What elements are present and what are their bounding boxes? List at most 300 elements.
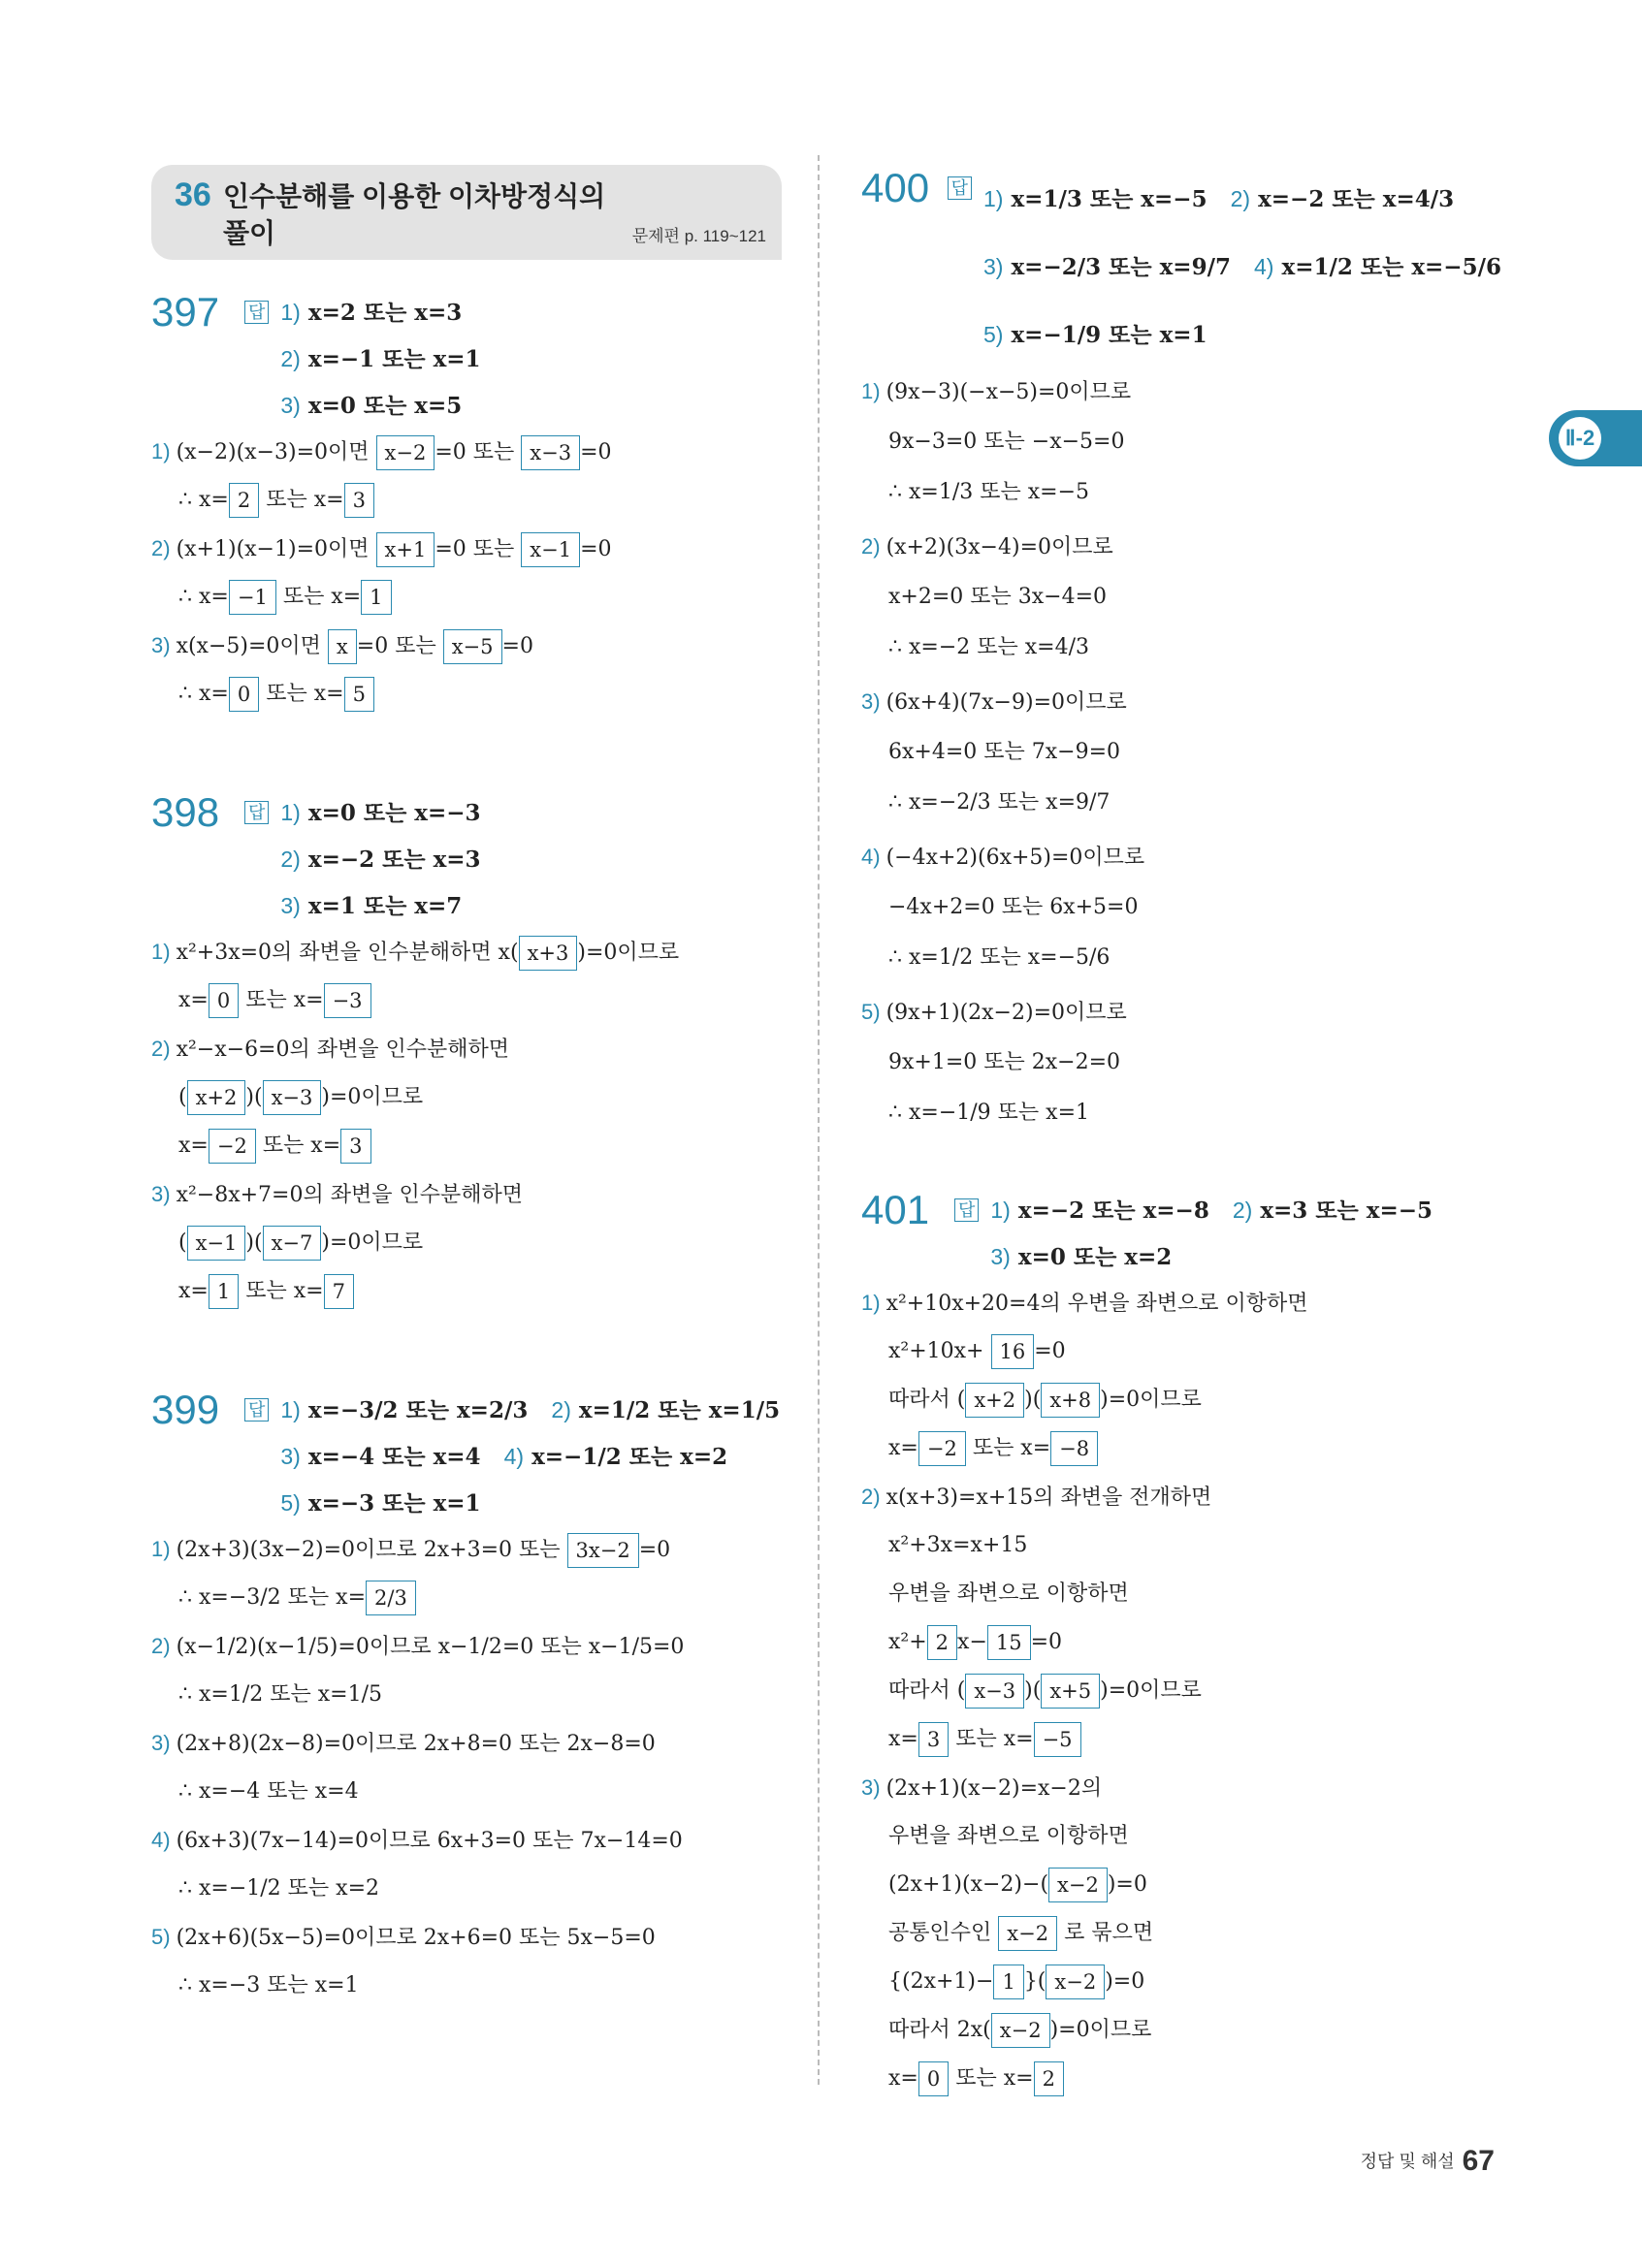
step-text: )(	[1024, 1388, 1042, 1412]
answer-line	[280, 335, 782, 382]
solution-line	[151, 1720, 782, 1769]
solution-line	[861, 1039, 1501, 1090]
problem-398	[151, 789, 782, 1317]
solution-line	[151, 1914, 782, 1963]
step-text: =0	[580, 440, 612, 464]
section-reference: 문제편 p. 119~121	[631, 227, 766, 245]
answer-box: x−3	[965, 1674, 1024, 1709]
answer-label: 1)	[280, 800, 301, 825]
step-text: =0 또는	[435, 440, 515, 464]
answer-block	[151, 1387, 782, 1526]
problem-number: 399	[151, 1387, 220, 1432]
solution-line	[861, 1619, 1501, 1668]
solution-line	[861, 1716, 1501, 1765]
step-label: 1)	[151, 940, 171, 964]
solution-line	[861, 419, 1501, 469]
solution-line	[861, 524, 1501, 574]
answer-box: 2	[927, 1625, 957, 1660]
step-text: 또는 x=	[266, 682, 344, 706]
step-label: 2)	[151, 1634, 171, 1658]
answer-box: x+3	[519, 936, 578, 971]
answer-label: 3)	[280, 393, 301, 418]
answer-text: x=2 또는 x=3	[307, 300, 463, 326]
solution-line	[151, 1026, 782, 1074]
solution-line	[151, 1268, 782, 1317]
answer-label: 3)	[280, 1444, 301, 1469]
step-text: x²+3x=x+15	[888, 1533, 1028, 1557]
answer-box: 3	[340, 1129, 370, 1164]
answer-text: x=−3/2 또는 x=2/3	[307, 1397, 529, 1423]
step-text: =0	[1034, 1339, 1066, 1363]
solution-line	[151, 1672, 782, 1720]
answer-box: x+2	[965, 1383, 1024, 1418]
step-text: 또는 x=	[245, 1279, 324, 1303]
step-text: ∴ x=−2 또는 x=4/3	[888, 635, 1089, 659]
solution-line	[861, 1328, 1501, 1377]
answer-box: x	[328, 629, 357, 664]
answer-line	[280, 382, 782, 429]
step-text: x−	[957, 1630, 987, 1654]
answer-text: x=0 또는 x=5	[307, 393, 463, 419]
step-text: (x+2)(3x−4)=0이므로	[885, 535, 1113, 559]
solution-line	[861, 574, 1501, 624]
step-text: (2x+1)(x−2)=x−2의	[885, 1776, 1103, 1801]
answer-line	[990, 1233, 1501, 1280]
page-number: 67	[1462, 2145, 1495, 2177]
answer-box: x−2	[1048, 1868, 1108, 1902]
step-text: (	[178, 1230, 187, 1255]
step-text: ∴ x=1/3 또는 x=−5	[888, 480, 1089, 504]
answer-label: 3)	[983, 254, 1004, 279]
solution-line	[861, 2056, 1501, 2104]
solution-line	[861, 368, 1501, 419]
answer-box: 3	[918, 1722, 949, 1757]
answer-box: −3	[324, 983, 371, 1018]
step-text: x²−8x+7=0의 좌변을 인수분해하면	[176, 1183, 523, 1207]
answer-line	[280, 289, 782, 335]
answer-box: 16	[991, 1334, 1035, 1369]
step-text: }(	[1023, 1969, 1046, 1994]
step-text: 우변을 좌변으로 이항하면	[888, 1581, 1129, 1606]
step-text: )=0이므로	[321, 1085, 424, 1109]
step-text: )=0이므로	[577, 941, 680, 965]
step-text: =0	[638, 1538, 671, 1562]
answer-label: 2)	[551, 1397, 571, 1422]
solution-line	[151, 1769, 782, 1817]
answer-label: 5)	[280, 1490, 301, 1516]
answer-label: 1)	[280, 1397, 301, 1422]
step-text: 또는 x=	[955, 2066, 1034, 2091]
step-text: x²−x−6=0의 좌변을 인수분해하면	[176, 1038, 509, 1062]
solution-line	[861, 780, 1501, 834]
step-text: ∴ x=−1/2 또는 x=2	[178, 1876, 379, 1901]
step-text: )(	[245, 1085, 263, 1109]
step-text: (9x+1)(2x−2)=0이므로	[885, 1001, 1127, 1025]
answer-mark: 답	[244, 1398, 269, 1421]
solution-line	[151, 1074, 782, 1123]
answer-line	[280, 1433, 782, 1480]
step-text: ∴ x=	[178, 488, 229, 512]
answer-lines	[280, 789, 782, 929]
answer-box: x−2	[1046, 1965, 1105, 1999]
step-text: (2x+6)(5x−5)=0이므로 2x+6=0 또는 5x−5=0	[176, 1926, 656, 1950]
answer-text: x=−2 또는 x=−8	[1017, 1198, 1209, 1224]
step-text: x=	[888, 2066, 918, 2091]
solution-line	[151, 623, 782, 671]
answer-label: 3)	[280, 893, 301, 918]
answer-line	[983, 301, 1501, 368]
step-text: )(	[245, 1230, 263, 1255]
step-text: )=0	[1107, 1872, 1147, 1897]
solution-line	[151, 1817, 782, 1866]
section-number: 36	[175, 176, 211, 213]
step-text: x(x+3)=x+15의 좌변을 전개하면	[885, 1485, 1212, 1510]
answer-label: 1)	[983, 186, 1004, 211]
step-text: x²+3x=0의 좌변을 인수분해하면 x(	[176, 941, 519, 965]
answer-text: x=−4 또는 x=4	[307, 1444, 481, 1470]
solution-line	[151, 429, 782, 477]
solution-line	[151, 526, 782, 574]
answer-label: 2)	[1230, 186, 1251, 211]
solution-line	[151, 574, 782, 623]
step-text: x²+10x+	[888, 1339, 984, 1363]
answer-box: 1	[993, 1965, 1023, 1999]
step-text: 로 묶으면	[1064, 1921, 1154, 1945]
step-text: )=0이므로	[321, 1230, 424, 1255]
step-text: (9x−3)(−x−5)=0이므로	[885, 380, 1132, 404]
step-text: ∴ x=1/2 또는 x=1/5	[178, 1682, 382, 1707]
step-text: )=0	[1105, 1969, 1145, 1994]
answer-line	[280, 882, 782, 929]
answer-mark: 답	[948, 176, 972, 200]
answer-box: 1	[209, 1274, 239, 1309]
step-label: 1)	[861, 1291, 881, 1315]
answer-label: 2)	[280, 346, 301, 371]
answer-line	[280, 836, 782, 882]
step-text: x=	[888, 1727, 918, 1751]
solution-line	[151, 1866, 782, 1914]
step-text: ∴ x=1/2 또는 x=−5/6	[888, 945, 1111, 970]
solution-line	[861, 1425, 1501, 1474]
step-text: 공통인수인	[888, 1921, 992, 1945]
step-label: 3)	[151, 1731, 171, 1755]
solution-line	[861, 1090, 1501, 1144]
solution-line	[861, 1765, 1501, 1813]
answer-block	[151, 789, 782, 929]
solution-line	[861, 469, 1501, 524]
solution-line	[151, 1963, 782, 2011]
step-text: 또는 x=	[972, 1436, 1051, 1460]
answer-box: 5	[344, 677, 374, 712]
answer-mark: 답	[954, 1198, 979, 1222]
answer-text: x=−2/3 또는 x=9/7	[1011, 254, 1231, 280]
answer-box: 3	[344, 483, 374, 518]
step-text: ∴ x=−4 또는 x=4	[178, 1779, 359, 1804]
step-text: 또는 x=	[266, 488, 344, 512]
section-title	[223, 178, 605, 252]
answer-box: x−2	[376, 435, 435, 470]
step-text: (−4x+2)(6x+5)=0이므로	[885, 846, 1145, 870]
step-text: 따라서 (	[888, 1678, 966, 1703]
answer-text: x=−2 또는 x=3	[307, 847, 481, 873]
answer-box: x−1	[521, 532, 580, 567]
spacer	[151, 1317, 782, 1367]
step-text: (x+1)(x−1)=0이면	[176, 537, 370, 561]
answer-line	[280, 1387, 782, 1433]
step-text: )(	[1024, 1678, 1042, 1703]
spacer	[151, 719, 782, 770]
answer-line	[280, 1480, 782, 1526]
solution-line	[861, 935, 1501, 989]
answer-label: 4)	[1254, 254, 1274, 279]
solution-line	[861, 1377, 1501, 1425]
answer-box: −5	[1034, 1722, 1081, 1757]
answer-text: x=−2 또는 x=4/3	[1258, 186, 1455, 212]
answer-text: x=−1 또는 x=1	[307, 346, 481, 372]
answer-text: x=1 또는 x=7	[307, 893, 463, 919]
step-text: x=	[888, 1436, 918, 1460]
step-label: 3)	[151, 633, 171, 657]
answer-label: 1)	[280, 300, 301, 325]
answer-box: x−1	[187, 1226, 246, 1261]
step-text: x=	[178, 1134, 209, 1158]
step-text: 또는 x=	[245, 988, 324, 1012]
step-text: ∴ x=−1/9 또는 x=1	[888, 1101, 1089, 1125]
problem-number: 398	[151, 789, 220, 835]
step-text: ∴ x=	[178, 585, 229, 609]
step-text: 6x+4=0 또는 7x−9=0	[888, 740, 1121, 764]
answer-box: 2/3	[366, 1581, 416, 1615]
solution-line	[151, 477, 782, 526]
step-text: ∴ x=−3/2 또는 x=	[178, 1585, 367, 1610]
answer-box: x−3	[521, 435, 580, 470]
answer-text: x=1/2 또는 x=−5/6	[1281, 254, 1501, 280]
step-label: 5)	[151, 1925, 171, 1949]
answer-text: x=1/2 또는 x=1/5	[578, 1397, 781, 1423]
solution-line	[151, 929, 782, 977]
step-label: 2)	[151, 536, 171, 560]
problem-number: 401	[861, 1187, 930, 1232]
answer-text: x=−3 또는 x=1	[307, 1490, 481, 1517]
answer-box: x+5	[1041, 1674, 1100, 1709]
answer-box: 1	[361, 580, 391, 615]
step-text: =0	[1030, 1630, 1063, 1654]
answer-box: 3x−2	[567, 1533, 639, 1568]
answer-lines	[280, 1387, 782, 1526]
solution-line	[861, 679, 1501, 729]
answer-block	[151, 289, 782, 429]
step-text: (6x+4)(7x−9)=0이므로	[885, 690, 1127, 715]
step-text: =0 또는	[356, 634, 436, 658]
answer-box: −2	[918, 1431, 966, 1466]
section-title-line1: 인수분해를 이용한 이차방정식의	[223, 181, 606, 211]
chapter-tab	[1549, 410, 1642, 466]
answer-box: 15	[987, 1625, 1031, 1660]
step-text: (2x+8)(2x−8)=0이므로 2x+8=0 또는 2x−8=0	[176, 1732, 656, 1756]
solution-line	[151, 671, 782, 719]
answer-block	[861, 165, 1501, 368]
answer-lines	[983, 165, 1501, 368]
answer-box: 7	[324, 1274, 354, 1309]
solution-line	[861, 1910, 1501, 1959]
answer-box: x+8	[1041, 1383, 1100, 1418]
step-label: 4)	[861, 845, 881, 869]
step-text: x=	[178, 1279, 209, 1303]
answer-line	[983, 165, 1501, 233]
step-text: 또는 x=	[955, 1727, 1034, 1751]
step-text: x²+	[888, 1630, 927, 1654]
answer-text: x=0 또는 x=2	[1017, 1244, 1173, 1270]
solution-line	[151, 1526, 782, 1575]
answer-line	[983, 233, 1501, 301]
answer-box: x−5	[443, 629, 502, 664]
solution-line	[861, 729, 1501, 780]
answer-box: 2	[1034, 2061, 1064, 2096]
answer-label: 1)	[990, 1198, 1011, 1223]
column-divider	[818, 155, 820, 2085]
solution-line	[861, 1474, 1501, 1522]
step-label: 5)	[861, 1000, 881, 1024]
solution-line	[861, 1668, 1501, 1716]
step-text: ∴ x=−2/3 또는 x=9/7	[888, 790, 1111, 815]
answer-box: x−7	[263, 1226, 322, 1261]
problem-401	[861, 1187, 1501, 2104]
step-label: 1)	[151, 439, 171, 463]
section-title-line2: 풀이	[223, 218, 276, 248]
answer-label: 2)	[1232, 1198, 1253, 1223]
answer-box: x−2	[998, 1916, 1057, 1951]
step-text: 또는 x=	[282, 585, 362, 609]
answer-mark: 답	[244, 301, 269, 324]
answer-lines	[990, 1187, 1501, 1280]
solution-line	[861, 1862, 1501, 1910]
problem-400	[861, 165, 1501, 1144]
answer-mark: 답	[244, 801, 269, 824]
answer-box: −8	[1050, 1431, 1098, 1466]
problem-number: 397	[151, 289, 220, 335]
answer-label: 4)	[503, 1444, 525, 1469]
answer-label: 5)	[983, 322, 1004, 347]
step-text: 따라서 (	[888, 1388, 966, 1412]
right-column	[861, 165, 1501, 2104]
step-text: (2x+3)(3x−2)=0이므로 2x+3=0 또는	[176, 1538, 561, 1562]
left-column	[151, 165, 782, 2011]
step-text: ∴ x=−3 또는 x=1	[178, 1973, 359, 1997]
step-text: 우변을 좌변으로 이항하면	[888, 1824, 1129, 1848]
solution-line	[861, 989, 1501, 1039]
solution-line	[151, 1623, 782, 1672]
solution-line	[861, 1959, 1501, 2007]
step-label: 2)	[861, 1485, 881, 1509]
answer-line	[990, 1187, 1501, 1233]
problem-397	[151, 289, 782, 719]
answer-box: x−2	[991, 2013, 1050, 2048]
step-label: 2)	[861, 534, 881, 559]
problem-number: 400	[861, 165, 930, 210]
step-text: (x−1/2)(x−1/5)=0이므로 x−1/2=0 또는 x−1/5=0	[176, 1635, 685, 1659]
step-text: 따라서 2x(	[888, 2018, 991, 2042]
spacer	[861, 1144, 1501, 1167]
answer-box: x+2	[187, 1080, 246, 1115]
solution-line	[861, 624, 1501, 679]
section-header	[151, 165, 782, 260]
step-label: 4)	[151, 1828, 171, 1852]
answer-block	[861, 1187, 1501, 1280]
step-text: =0 또는	[435, 537, 515, 561]
step-text: )=0이므로	[1100, 1388, 1202, 1412]
solution-line	[861, 1813, 1501, 1862]
step-text: −4x+2=0 또는 6x+5=0	[888, 895, 1139, 919]
answer-label: 3)	[990, 1244, 1011, 1269]
step-text: {(2x+1)−	[888, 1969, 994, 1994]
step-text: )=0이므로	[1049, 2018, 1152, 2042]
solution-line	[151, 1123, 782, 1171]
solution-line	[861, 1571, 1501, 1619]
solution-line	[861, 1522, 1501, 1571]
step-text: x²+10x+20=4의 우변을 좌변으로 이항하면	[885, 1292, 1308, 1316]
solution-line	[151, 1575, 782, 1623]
step-text: (x−2)(x−3)=0이면	[176, 440, 370, 464]
chapter-tab-label: Ⅱ-2	[1559, 417, 1601, 460]
solution-line	[861, 1280, 1501, 1328]
answer-text: x=3 또는 x=−5	[1260, 1198, 1433, 1224]
solution-line	[151, 1171, 782, 1220]
answer-line	[280, 789, 782, 836]
answer-box: x+1	[376, 532, 435, 567]
step-label: 3)	[861, 689, 881, 714]
solution-line	[151, 977, 782, 1026]
step-text: 9x−3=0 또는 −x−5=0	[888, 430, 1125, 454]
step-text: x(x−5)=0이면	[176, 634, 321, 658]
step-text: =0	[580, 537, 612, 561]
answer-text: x=1/3 또는 x=−5	[1011, 186, 1207, 212]
step-text: (6x+3)(7x−14)=0이므로 6x+3=0 또는 7x−14=0	[176, 1829, 683, 1853]
step-text: 또는 x=	[262, 1134, 341, 1158]
answer-box: −1	[229, 580, 276, 615]
step-text: (2x+1)(x−2)−(	[888, 1872, 1049, 1897]
step-text: =0	[501, 634, 533, 658]
solution-line	[861, 834, 1501, 884]
answer-box: x−3	[263, 1080, 322, 1115]
answer-text: x=−1/9 또는 x=1	[1011, 322, 1207, 348]
step-label: 1)	[861, 379, 881, 403]
step-text: )=0이므로	[1100, 1678, 1202, 1703]
answer-text: x=0 또는 x=−3	[307, 800, 481, 826]
solution-steps	[861, 368, 1501, 1144]
solution-line	[151, 1220, 782, 1268]
answer-lines	[280, 289, 782, 429]
answer-box: 2	[229, 483, 259, 518]
step-label: 1)	[151, 1537, 171, 1561]
step-text: (	[178, 1085, 187, 1109]
answer-box: 0	[209, 983, 239, 1018]
step-text: x=	[178, 988, 209, 1012]
problem-399	[151, 1387, 782, 2011]
step-label: 3)	[861, 1775, 881, 1800]
answer-box: 0	[918, 2061, 949, 2096]
answer-box: −2	[209, 1129, 256, 1164]
page-footer	[1361, 2145, 1495, 2178]
answer-text: x=−1/2 또는 x=2	[531, 1444, 728, 1470]
answer-label: 2)	[280, 847, 301, 872]
solution-line	[861, 884, 1501, 935]
footer-label: 정답 및 해설	[1360, 2152, 1455, 2171]
answer-box: 0	[229, 677, 259, 712]
step-label: 2)	[151, 1037, 171, 1061]
step-text: x+2=0 또는 3x−4=0	[888, 585, 1108, 609]
step-text: ∴ x=	[178, 682, 229, 706]
step-text: 9x+1=0 또는 2x−2=0	[888, 1050, 1121, 1074]
